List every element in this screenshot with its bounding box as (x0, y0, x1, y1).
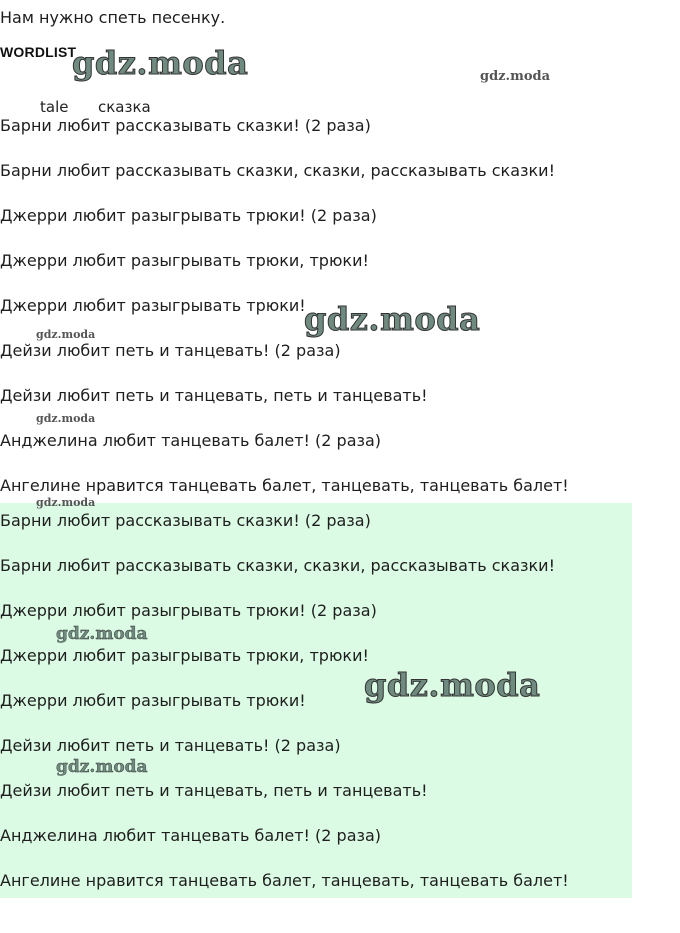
wordlist-row (0, 96, 300, 116)
song-line: Барни любит рассказывать сказки, сказки, рассказывать сказки! (0, 161, 555, 180)
song-line: Анджелина любит танцевать балет! (2 раза) (0, 431, 382, 450)
watermark: gdz.moda (364, 666, 541, 704)
answer-line: Барни любит рассказывать сказки! (2 раза) (0, 511, 371, 530)
watermark: gdz.moda (72, 44, 249, 82)
answer-line: Джерри любит разыгрывать трюки, трюки! (0, 646, 369, 665)
song-line: Ангелине нравится танцевать балет, танцевать, танцевать балет! (0, 476, 569, 495)
answer-line: Барни любит рассказывать сказки, сказки, рассказывать сказки! (0, 556, 555, 575)
watermark: gdz.moda (56, 757, 148, 777)
song-line: Дейзи любит петь и танцевать! (2 раза) (0, 341, 341, 360)
answer-line: Дейзи любит петь и танцевать, петь и танцевать! (0, 781, 428, 800)
intro-text: Нам нужно спеть песенку. (0, 8, 226, 27)
answer-line: Анджелина любит танцевать балет! (2 раза) (0, 826, 382, 845)
wordlist-word: tale (40, 98, 69, 116)
song-line: Дейзи любит петь и танцевать, петь и танцевать! (0, 386, 428, 405)
answer-line: Джерри любит разыгрывать трюки! (0, 691, 306, 710)
wordlist-title: WORDLIST (0, 44, 77, 60)
watermark: gdz.moda (480, 69, 551, 84)
answer-line: Джерри любит разыгрывать трюки! (2 раза) (0, 601, 377, 620)
watermark: gdz.moda (56, 624, 148, 644)
watermark: gdz.moda (36, 328, 96, 341)
watermark: gdz.moda (36, 412, 96, 425)
song-line: Барни любит рассказывать сказки! (2 раза) (0, 116, 371, 135)
song-line: Джерри любит разыгрывать трюки, трюки! (0, 251, 369, 270)
wordlist-translation: сказка (98, 98, 151, 116)
answer-line: Ангелине нравится танцевать балет, танцевать, танцевать балет! (0, 871, 569, 890)
answer-line: Дейзи любит петь и танцевать! (2 раза) (0, 736, 341, 755)
watermark: gdz.moda (36, 496, 96, 509)
song-line: Джерри любит разыгрывать трюки! (0, 296, 306, 315)
song-line: Джерри любит разыгрывать трюки! (2 раза) (0, 206, 377, 225)
watermark: gdz.moda (304, 300, 481, 338)
